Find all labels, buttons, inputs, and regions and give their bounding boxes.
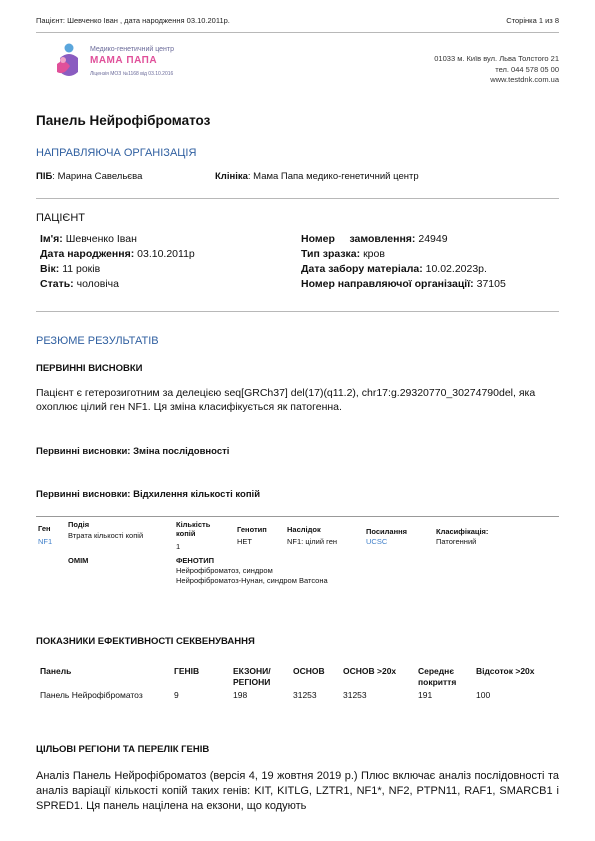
patient-heading: ПАЦІЄНТ — [36, 212, 86, 224]
referral-number-label: Номер направляючої організації: — [301, 278, 474, 290]
metrics-header-exons: ЕКЗОНИ/ РЕГІОНИ — [233, 666, 271, 687]
name-label: Ім'я: — [40, 233, 63, 245]
section-divider — [36, 198, 559, 199]
cnv-header-copies: Кількість копій — [176, 520, 211, 538]
metrics-bases-20x: 31253 — [343, 690, 367, 700]
cnv-header-genotype: Генотип — [237, 525, 267, 534]
collection-date-value: 10.02.2023р. — [425, 263, 487, 275]
order-value: 24949 — [418, 233, 448, 245]
sex-label: Стать: — [40, 278, 74, 290]
metrics-bases: 31253 — [293, 690, 317, 700]
clinic-address — [434, 54, 559, 86]
sample-label: Тип зразка: — [301, 248, 361, 260]
metrics-exons: 198 — [233, 690, 248, 700]
metrics-header-bases-20x: ОСНОВ >20x — [343, 666, 397, 676]
patient-details-left — [40, 232, 195, 292]
metrics-genes: 9 — [174, 690, 179, 700]
summary-heading: РЕЗЮМЕ РЕЗУЛЬТАТІВ — [36, 335, 159, 347]
dob-value: 03.10.2011р — [137, 248, 195, 260]
copy-number-heading: Первинні висновки: Відхилення кількості копій — [36, 489, 261, 500]
pib-label: ПІБ — [36, 171, 53, 182]
logo-name: МАМА ПАПА — [90, 55, 158, 66]
metrics-heading: ПОКАЗНИКИ ЕФЕКТИВНОСТІ СЕКВЕНУВАННЯ — [36, 636, 255, 647]
metrics-header-panel: Панель — [40, 666, 72, 676]
header-divider — [36, 32, 559, 33]
sex-value: чоловіча — [76, 278, 119, 290]
dob-label: Дата народження: — [40, 248, 135, 260]
metrics-header-percent-20x: Відсоток >20x — [476, 666, 535, 676]
age-value: 11 років — [62, 263, 101, 275]
cnv-consequence: NF1: цілий ген — [287, 537, 338, 546]
cnv-header-event: Подія — [68, 520, 90, 529]
metrics-percent-20x: 100 — [476, 690, 491, 700]
metrics-header-bases: ОСНОВ — [293, 666, 325, 676]
phenotype-list — [176, 566, 328, 586]
phenotype-item: Нейрофіброматоз-Нунан, синдром Ватсона — [176, 576, 328, 585]
primary-findings-heading: ПЕРВИННІ ВИСНОВКИ — [36, 363, 143, 374]
running-header-patient: Пацієнт: Шевченко Іван , дата народження 03.10.2011р. — [36, 16, 230, 25]
clinic-label: Клініка — [215, 171, 248, 182]
page-number: Сторінка 1 из 8 — [506, 16, 559, 25]
cnv-gene-link[interactable]: NF1 — [38, 537, 53, 546]
phenotype-label: ФЕНОТИП — [176, 556, 215, 565]
logo-subtitle: Медико-генетичний центр — [90, 46, 175, 53]
name-value: Шевченко Іван — [65, 233, 137, 245]
ucsc-link[interactable]: UCSC — [366, 537, 388, 546]
sample-value: кров — [363, 248, 385, 260]
cnv-header-classification: Класифікація: — [436, 527, 489, 536]
sequence-change-heading: Первинні висновки: Зміна послідовності — [36, 446, 230, 457]
cnv-copies: 1 — [176, 542, 181, 551]
address-website: www.testdnk.com.ua — [490, 75, 559, 84]
age-label: Вік: — [40, 263, 60, 275]
cnv-event: Втрата кількості копій — [68, 531, 144, 540]
collection-date-label: Дата забору матеріала: — [301, 263, 423, 275]
page-title: Панель Нейрофіброматоз — [36, 113, 211, 128]
order-label: Номер замовлення: — [301, 233, 416, 245]
metrics-header-coverage: Середнє покриття — [418, 666, 457, 687]
table-top-rule — [36, 516, 559, 517]
logo-license: Ліцензія МОЗ №1168 від 03.10.2016 — [90, 71, 174, 77]
pib-value: : Марина Савельєва — [52, 171, 143, 182]
referral-number-value: 37105 — [476, 278, 506, 290]
phenotype-item: Нейрофіброматоз, синдром — [176, 566, 273, 575]
clinic-value: : Мама Папа медико-генетичний центр — [247, 171, 419, 182]
cnv-genotype: НЕТ — [237, 537, 252, 546]
referring-doctor — [36, 171, 142, 182]
cnv-classification: Патогенний — [436, 537, 477, 546]
targets-text: Аналіз Панель Нейрофіброматоз (версія 4, 19 жовтня 2019 р.) Плюс включає аналіз послідовності та аналіз варіації кількості копій таких генів: KIT, KITLG, LZTR1, NF1*, NF2, PTPN11, RAF1, SMARCB1 і SPRED1. Ця панель націлена на екзони, що кодують — [36, 770, 559, 812]
section-divider — [36, 311, 559, 312]
cnv-header-reference: Посилання — [366, 527, 408, 536]
clinic-logo-icon — [54, 42, 84, 82]
cnv-header-consequence: Наслідок — [287, 525, 321, 534]
targets-heading: ЦІЛЬОВІ РЕГІОНИ ТА ПЕРЕЛІК ГЕНІВ — [36, 744, 210, 755]
omim-label: OMIM — [68, 556, 89, 565]
metrics-panel-name: Панель Нейрофіброматоз — [40, 690, 143, 700]
metrics-coverage: 191 — [418, 690, 433, 700]
primary-findings-text: Пацієнт є гетерозиготним за делецією seq[GRCh37] del(17)(q11.2), chr17:g.29320770_30274790del, яка охоплює цілий ген NF1. Ця зміна класифікується як патогенна. — [36, 387, 536, 413]
address-street: 01033 м. Київ вул. Льва Толстого 21 — [434, 54, 559, 63]
address-phone: тел. 044 578 05 00 — [495, 64, 559, 74]
cnv-header-gene: Ген — [38, 524, 51, 533]
referring-org-heading: НАПРАВЛЯЮЧА ОРГАНІЗАЦІЯ — [36, 147, 197, 159]
metrics-header-genes: ГЕНІВ — [174, 666, 200, 676]
referring-clinic — [215, 171, 419, 182]
patient-details-right — [301, 232, 506, 292]
